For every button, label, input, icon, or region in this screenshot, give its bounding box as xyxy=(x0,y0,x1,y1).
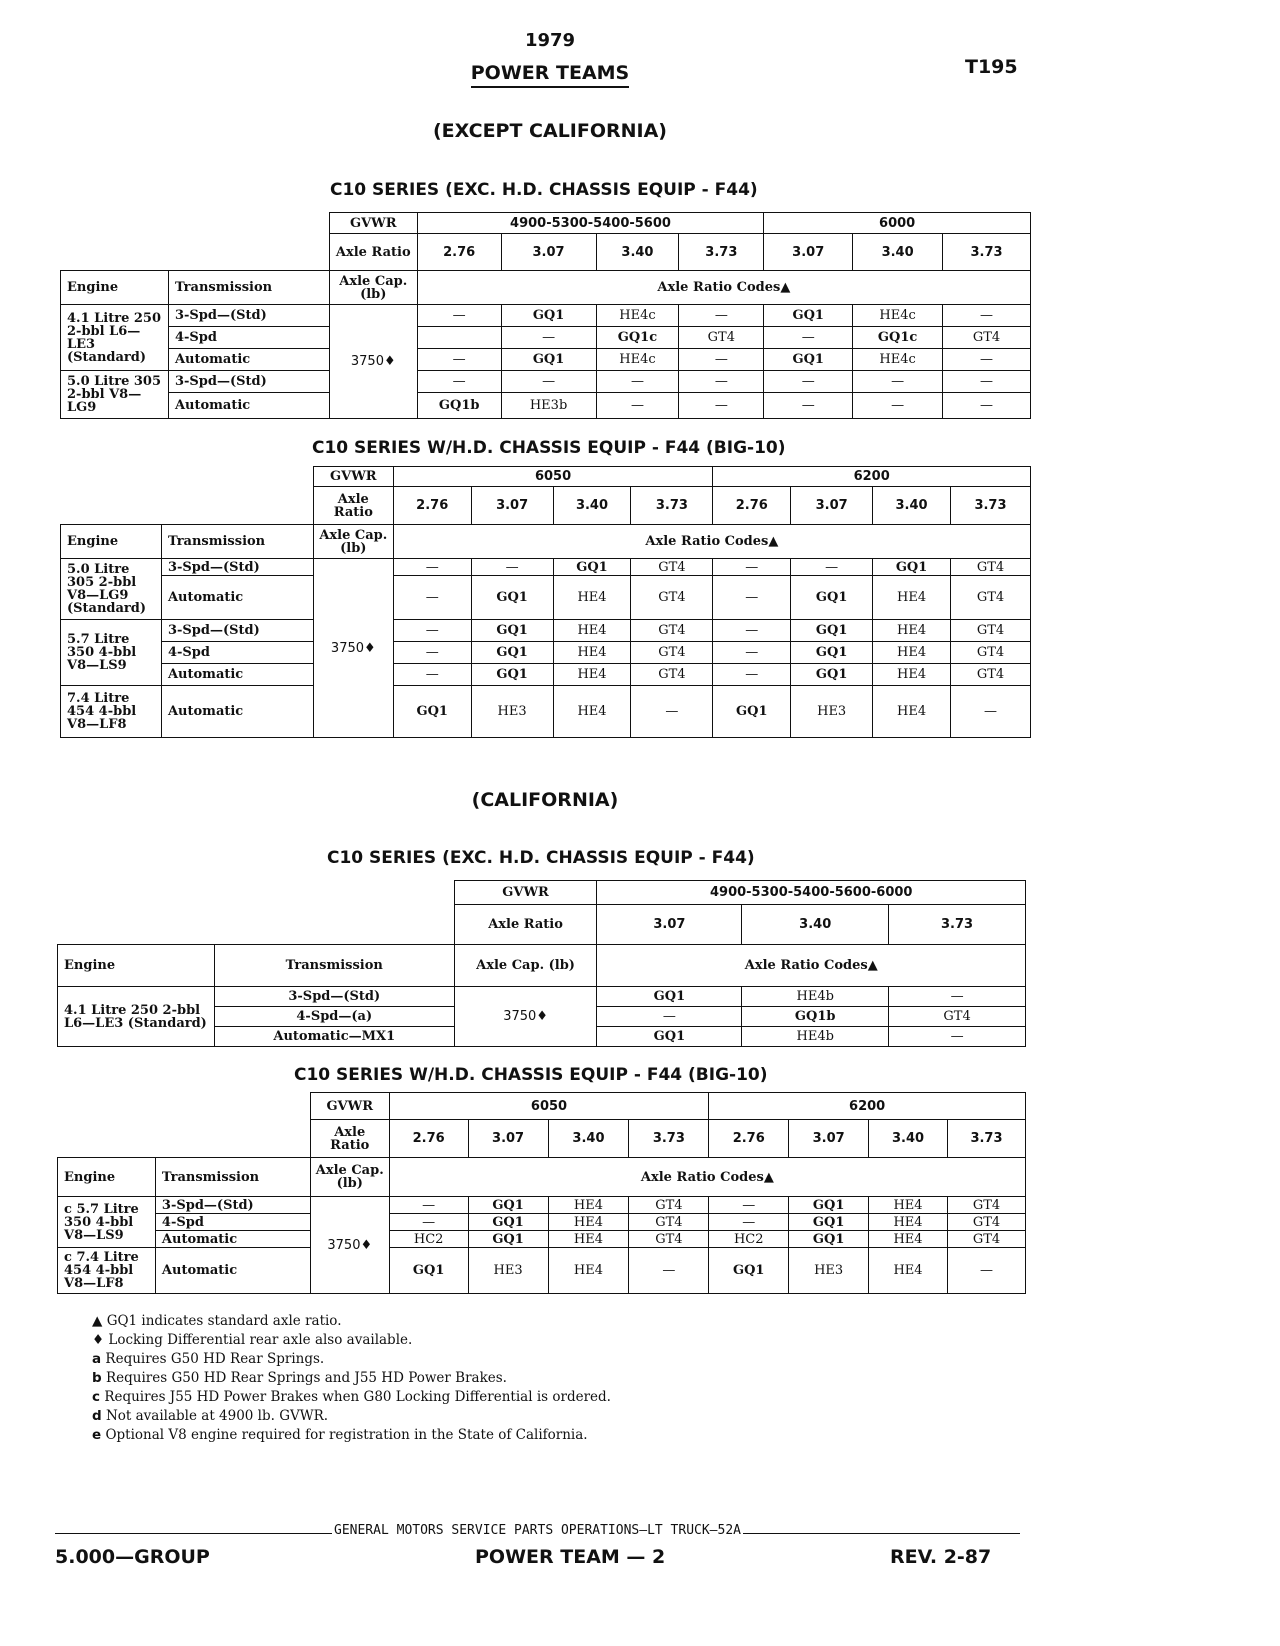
ratio-header: 2.76 xyxy=(713,487,791,525)
axle-cap-cell: 3750♦ xyxy=(310,1197,389,1294)
code-cell: GQ1 xyxy=(468,1231,548,1248)
code-cell: — xyxy=(709,1214,789,1231)
code-cell: GQ1 xyxy=(501,349,596,371)
transmission-cell: 4-Spd—(a) xyxy=(214,1007,454,1027)
code-cell: HE4 xyxy=(548,1248,629,1294)
code-cell: GQ1c xyxy=(853,327,943,349)
transmission-cell: 4-Spd xyxy=(155,1214,310,1231)
footnote xyxy=(92,1370,507,1386)
code-cell: — xyxy=(417,305,501,327)
footnote xyxy=(92,1408,328,1424)
code-cell: GQ1 xyxy=(468,1197,548,1214)
code-cell: — xyxy=(853,393,943,419)
table2-title: C10 SERIES W/H.D. CHASSIS EQUIP - F44 (BIG-10) xyxy=(312,438,786,458)
code-cell: HE4c xyxy=(853,349,943,371)
code-cell: GT4 xyxy=(951,642,1031,664)
code-cell: GQ1 xyxy=(791,576,873,620)
code-cell: HE4 xyxy=(873,686,951,738)
code-cell: HE4 xyxy=(873,576,951,620)
engine-cell: 5.0 Litre 305 2-bbl V8—LG9 xyxy=(61,371,169,419)
code-cell: GT4 xyxy=(947,1214,1025,1231)
code-cell: — xyxy=(713,642,791,664)
page-title xyxy=(0,62,1100,84)
engine-cell: 4.1 Litre 250 2-bbl L6—LE3 (Standard) xyxy=(58,987,215,1047)
axle-cap-header: Axle Cap. (lb) xyxy=(310,1158,389,1197)
engine-cell: 4.1 Litre 250 2-bbl L6—LE3 (Standard) xyxy=(61,305,169,371)
code-cell: GT4 xyxy=(679,327,764,349)
blank-cell xyxy=(61,213,330,234)
code-cell: — xyxy=(764,393,853,419)
engine-header: Engine xyxy=(58,1158,156,1197)
gvwr-group: 6200 xyxy=(713,467,1031,487)
code-cell: — xyxy=(597,1007,742,1027)
transmission-cell: 3-Spd—(Std) xyxy=(168,371,329,393)
code-cell: GQ1 xyxy=(471,576,553,620)
code-cell: GT4 xyxy=(631,576,713,620)
axle-ratio-codes-header: Axle Ratio Codes▲ xyxy=(417,271,1030,305)
axle-ratio-label: Axle Ratio xyxy=(310,1120,389,1158)
code-cell: — xyxy=(679,371,764,393)
transmission-header: Transmission xyxy=(168,271,329,305)
ratio-header: 3.07 xyxy=(471,487,553,525)
transmission-cell: 4-Spd xyxy=(161,642,313,664)
transmission-cell: Automatic xyxy=(161,686,313,738)
code-cell: GT4 xyxy=(951,664,1031,686)
code-cell: — xyxy=(417,349,501,371)
code-cell: GT4 xyxy=(947,1197,1025,1214)
code-cell: — xyxy=(417,371,501,393)
code-cell: GQ1 xyxy=(468,1214,548,1231)
ratio-header: 3.73 xyxy=(629,1120,709,1158)
code-cell: — xyxy=(713,576,791,620)
engine-header: Engine xyxy=(61,525,162,559)
engine-cell: 7.4 Litre 454 4-bbl V8—LF8 xyxy=(61,686,162,738)
table4-power-teams xyxy=(57,1092,1026,1294)
code-cell: HE3 xyxy=(468,1248,548,1294)
transmission-cell: 3-Spd—(Std) xyxy=(214,987,454,1007)
ratio-header: 2.76 xyxy=(417,234,501,271)
code-cell: GT4 xyxy=(943,327,1031,349)
code-cell: HE4 xyxy=(553,576,631,620)
transmission-cell: 3-Spd—(Std) xyxy=(168,305,329,327)
table2-power-teams xyxy=(60,466,1031,738)
code-cell: GT4 xyxy=(951,620,1031,642)
code-cell: GT4 xyxy=(631,642,713,664)
code-cell: GQ1 xyxy=(764,305,853,327)
blank-cell xyxy=(58,1120,311,1158)
ratio-header: 2.76 xyxy=(709,1120,789,1158)
code-cell: GQ1c xyxy=(596,327,679,349)
footnote xyxy=(92,1389,611,1405)
gvwr-group: 4900-5300-5400-5600-6000 xyxy=(597,881,1026,905)
code-cell: — xyxy=(389,1214,468,1231)
code-cell: HE4c xyxy=(596,305,679,327)
code-cell: GQ1 xyxy=(713,686,791,738)
code-cell: GQ1 xyxy=(791,664,873,686)
code-cell: — xyxy=(889,1027,1026,1047)
code-cell: — xyxy=(501,371,596,393)
code-cell: HE4 xyxy=(548,1197,629,1214)
code-cell: — xyxy=(791,559,873,576)
ratio-header: 3.73 xyxy=(951,487,1031,525)
footer-revision: REV. 2-87 xyxy=(890,1546,992,1568)
axle-ratio-codes-header: Axle Ratio Codes▲ xyxy=(389,1158,1025,1197)
transmission-cell: 3-Spd—(Std) xyxy=(155,1197,310,1214)
ratio-header: 3.40 xyxy=(596,234,679,271)
transmission-cell: 3-Spd—(Std) xyxy=(161,559,313,576)
footer-section: POWER TEAM — 2 xyxy=(475,1546,666,1568)
code-cell: — xyxy=(629,1248,709,1294)
code-cell: HE4 xyxy=(553,642,631,664)
code-cell: — xyxy=(853,371,943,393)
transmission-cell: Automatic xyxy=(168,349,329,371)
gvwr-label: GVWR xyxy=(310,1093,389,1120)
code-cell: GQ1 xyxy=(471,620,553,642)
table3-title: C10 SERIES (EXC. H.D. CHASSIS EQUIP - F44) xyxy=(327,848,755,868)
code-cell: GT4 xyxy=(629,1197,709,1214)
code-cell: GQ1 xyxy=(791,620,873,642)
transmission-cell: 4-Spd xyxy=(168,327,329,349)
footnote-text: Not available at 4900 lb. GVWR. xyxy=(105,1408,329,1424)
footnote xyxy=(92,1351,324,1367)
ratio-header: 3.40 xyxy=(873,487,951,525)
footnote-mark: e xyxy=(92,1427,102,1443)
ratio-header: 3.07 xyxy=(597,905,742,945)
code-cell: — xyxy=(393,559,471,576)
code-cell: — xyxy=(393,620,471,642)
code-cell: GQ1 xyxy=(789,1231,869,1248)
gvwr-group: 6000 xyxy=(764,213,1031,234)
ratio-header: 3.07 xyxy=(468,1120,548,1158)
code-cell: — xyxy=(393,664,471,686)
code-cell: — xyxy=(889,987,1026,1007)
engine-header: Engine xyxy=(61,271,169,305)
code-cell: — xyxy=(389,1197,468,1214)
code-cell: — xyxy=(393,642,471,664)
code-cell: HE4 xyxy=(553,664,631,686)
footnote-text: Requires G50 HD Rear Springs and J55 HD Power Brakes. xyxy=(105,1370,507,1386)
engine-cell: 5.7 Litre 350 4-bbl V8—LS9 xyxy=(61,620,162,686)
transmission-cell: Automatic—MX1 xyxy=(214,1027,454,1047)
gvwr-group: 6050 xyxy=(393,467,713,487)
code-cell: HE4 xyxy=(873,664,951,686)
table1-title: C10 SERIES (EXC. H.D. CHASSIS EQUIP - F44) xyxy=(330,180,758,200)
code-cell: — xyxy=(471,559,553,576)
code-cell: — xyxy=(943,371,1031,393)
code-cell: GT4 xyxy=(951,576,1031,620)
code-cell: HE4 xyxy=(873,620,951,642)
gvwr-group: 4900-5300-5400-5600 xyxy=(417,213,764,234)
footnote-mark: ▲ xyxy=(92,1313,103,1329)
ratio-header: 3.07 xyxy=(501,234,596,271)
footnote xyxy=(92,1313,342,1329)
code-cell xyxy=(417,327,501,349)
code-cell: GT4 xyxy=(889,1007,1026,1027)
code-cell: GT4 xyxy=(951,559,1031,576)
code-cell: GT4 xyxy=(629,1214,709,1231)
code-cell: GT4 xyxy=(631,559,713,576)
ratio-header: 3.40 xyxy=(853,234,943,271)
ratio-header: 3.07 xyxy=(764,234,853,271)
transmission-cell: Automatic xyxy=(155,1248,310,1294)
engine-cell: 5.0 Litre 305 2-bbl V8—LG9 (Standard) xyxy=(61,559,162,620)
axle-cap-header: Axle Cap. (lb) xyxy=(313,525,393,559)
code-cell: HC2 xyxy=(389,1231,468,1248)
gvwr-label: GVWR xyxy=(313,467,393,487)
code-cell: HE4b xyxy=(742,987,889,1007)
footnote-mark: ♦ xyxy=(92,1332,105,1348)
ratio-header: 2.76 xyxy=(389,1120,468,1158)
region-heading-california: (CALIFORNIA) xyxy=(471,789,619,811)
axle-ratio-label: Axle Ratio xyxy=(329,234,417,271)
code-cell: — xyxy=(631,686,713,738)
footnote xyxy=(92,1427,588,1443)
code-cell: GT4 xyxy=(631,620,713,642)
code-cell: HE4c xyxy=(596,349,679,371)
ratio-header: 3.07 xyxy=(791,487,873,525)
code-cell: GQ1 xyxy=(597,1027,742,1047)
code-cell: GQ1 xyxy=(791,642,873,664)
code-cell: GQ1 xyxy=(393,686,471,738)
code-cell: — xyxy=(709,1197,789,1214)
transmission-header: Transmission xyxy=(155,1158,310,1197)
code-cell: HE4 xyxy=(869,1231,948,1248)
ratio-header: 3.40 xyxy=(869,1120,948,1158)
gvwr-label: GVWR xyxy=(454,881,597,905)
code-cell: — xyxy=(596,371,679,393)
transmission-cell: Automatic xyxy=(161,664,313,686)
code-cell: GQ1 xyxy=(789,1197,869,1214)
ratio-header: 3.40 xyxy=(742,905,889,945)
axle-ratio-codes-header: Axle Ratio Codes▲ xyxy=(393,525,1030,559)
gvwr-group: 6050 xyxy=(389,1093,709,1120)
transmission-cell: Automatic xyxy=(168,393,329,419)
code-cell: GQ1b xyxy=(742,1007,889,1027)
code-cell: — xyxy=(943,349,1031,371)
axle-cap-header: Axle Cap. (lb) xyxy=(454,945,597,987)
code-cell: GQ1 xyxy=(873,559,951,576)
code-cell: HE4 xyxy=(869,1248,948,1294)
code-cell: HE4 xyxy=(553,686,631,738)
ratio-header: 3.73 xyxy=(947,1120,1025,1158)
page-code: T195 xyxy=(965,56,1018,78)
transmission-header: Transmission xyxy=(161,525,313,559)
code-cell: — xyxy=(713,620,791,642)
code-cell: — xyxy=(713,559,791,576)
code-cell: HE3 xyxy=(791,686,873,738)
blank-cell xyxy=(58,905,455,945)
code-cell: HE4 xyxy=(869,1214,948,1231)
ratio-header: 3.40 xyxy=(553,487,631,525)
engine-cell: c 5.7 Litre 350 4-bbl V8—LS9 xyxy=(58,1197,156,1248)
blank-cell xyxy=(61,234,330,271)
code-cell: HE3 xyxy=(789,1248,869,1294)
code-cell: HC2 xyxy=(709,1231,789,1248)
footnote xyxy=(92,1332,412,1348)
ratio-header: 3.73 xyxy=(943,234,1031,271)
ratio-header: 3.40 xyxy=(548,1120,629,1158)
code-cell: HE4 xyxy=(873,642,951,664)
footer-publisher xyxy=(0,1523,1075,1538)
engine-cell: c 7.4 Litre 454 4-bbl V8—LF8 xyxy=(58,1248,156,1294)
axle-cap-header: Axle Cap. (lb) xyxy=(329,271,417,305)
axle-cap-cell: 3750♦ xyxy=(454,987,597,1047)
transmission-cell: Automatic xyxy=(161,576,313,620)
code-cell: GQ1 xyxy=(764,349,853,371)
code-cell: HE4 xyxy=(548,1231,629,1248)
code-cell: — xyxy=(947,1248,1025,1294)
blank-cell xyxy=(58,1093,311,1120)
footnote-mark: b xyxy=(92,1370,102,1386)
footnote-text: GQ1 indicates standard axle ratio. xyxy=(106,1313,342,1329)
footnote-text: Locking Differential rear axle also available. xyxy=(108,1332,413,1348)
footnote-text: Optional V8 engine required for registration in the State of California. xyxy=(105,1427,588,1443)
table4-title: C10 SERIES W/H.D. CHASSIS EQUIP - F44 (BIG-10) xyxy=(294,1065,768,1085)
code-cell: GQ1 xyxy=(471,664,553,686)
code-cell: GT4 xyxy=(631,664,713,686)
axle-cap-cell: 3750♦ xyxy=(313,559,393,738)
code-cell: — xyxy=(679,393,764,419)
footnote-text: Requires J55 HD Power Brakes when G80 Locking Differential is ordered. xyxy=(104,1389,611,1405)
region-heading-except-california: (EXCEPT CALIFORNIA) xyxy=(432,120,667,142)
footnote-text: Requires G50 HD Rear Springs. xyxy=(105,1351,325,1367)
code-cell: GQ1 xyxy=(471,642,553,664)
code-cell: GQ1 xyxy=(389,1248,468,1294)
ratio-header: 3.73 xyxy=(679,234,764,271)
axle-ratio-codes-header: Axle Ratio Codes▲ xyxy=(597,945,1026,987)
ratio-header: 2.76 xyxy=(393,487,471,525)
blank-cell xyxy=(61,487,314,525)
code-cell: — xyxy=(764,327,853,349)
code-cell: — xyxy=(679,305,764,327)
code-cell: — xyxy=(764,371,853,393)
code-cell: — xyxy=(943,393,1031,419)
code-cell: GQ1 xyxy=(597,987,742,1007)
ratio-header: 3.73 xyxy=(889,905,1026,945)
transmission-cell: Automatic xyxy=(155,1231,310,1248)
code-cell: HE3 xyxy=(471,686,553,738)
transmission-header: Transmission xyxy=(214,945,454,987)
blank-cell xyxy=(58,881,455,905)
code-cell: HE4 xyxy=(548,1214,629,1231)
page-title-text: POWER TEAMS xyxy=(471,62,630,88)
footnote-mark: c xyxy=(92,1389,101,1405)
code-cell: HE3b xyxy=(501,393,596,419)
blank-cell xyxy=(61,467,314,487)
code-cell: HE4 xyxy=(869,1197,948,1214)
code-cell: HE4 xyxy=(553,620,631,642)
code-cell: GQ1 xyxy=(789,1214,869,1231)
code-cell: HE4c xyxy=(853,305,943,327)
footnote-mark: a xyxy=(92,1351,102,1367)
gvwr-label: GVWR xyxy=(329,213,417,234)
code-cell: GT4 xyxy=(947,1231,1025,1248)
code-cell: — xyxy=(501,327,596,349)
ratio-header: 3.07 xyxy=(789,1120,869,1158)
code-cell: HE4b xyxy=(742,1027,889,1047)
code-cell: — xyxy=(679,349,764,371)
code-cell: — xyxy=(951,686,1031,738)
table3-power-teams xyxy=(57,880,1026,1047)
code-cell: — xyxy=(943,305,1031,327)
footer-publisher-text: GENERAL MOTORS SERVICE PARTS OPERATIONS—LT TRUCK—52A xyxy=(334,1523,741,1538)
footer-group: 5.000—GROUP xyxy=(55,1546,210,1568)
ratio-header: 3.73 xyxy=(631,487,713,525)
code-cell: — xyxy=(713,664,791,686)
axle-cap-cell: 3750♦ xyxy=(329,305,417,419)
code-cell: GQ1 xyxy=(553,559,631,576)
code-cell: GQ1 xyxy=(709,1248,789,1294)
code-cell: — xyxy=(393,576,471,620)
code-cell: — xyxy=(596,393,679,419)
code-cell: GT4 xyxy=(629,1231,709,1248)
table1-power-teams xyxy=(60,212,1031,419)
year-heading: 1979 xyxy=(524,30,576,51)
engine-header: Engine xyxy=(58,945,215,987)
axle-ratio-label: Axle Ratio xyxy=(313,487,393,525)
code-cell: GQ1 xyxy=(501,305,596,327)
gvwr-group: 6200 xyxy=(709,1093,1026,1120)
axle-ratio-label: Axle Ratio xyxy=(454,905,597,945)
footnote-mark: d xyxy=(92,1408,102,1424)
transmission-cell: 3-Spd—(Std) xyxy=(161,620,313,642)
code-cell: GQ1b xyxy=(417,393,501,419)
